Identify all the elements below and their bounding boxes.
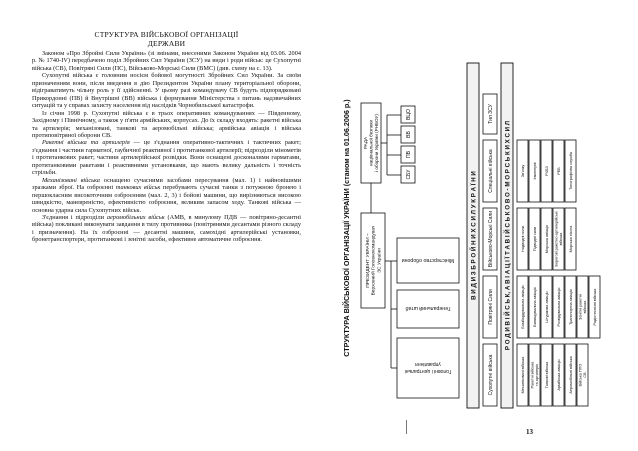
arm-air-3 (553, 276, 564, 338)
arm-land-5-label: СВ (583, 372, 588, 378)
branches-band (467, 63, 479, 408)
central-admin-label-2: управління (415, 361, 441, 367)
arm-special-3-label: РЕБ (556, 167, 561, 175)
org-chart-svg (319, 0, 638, 451)
arm-special-4-label: Топографічна служба (568, 152, 573, 190)
paragraph-6-pre: З'єднання і підрозділи (42, 213, 107, 221)
paragraph-5-text-b: перебувають сучасні танки з потужною бронею і першокласним високоточним озброєнням (мал. 2, 3) і бойові машини, що вирізняються високою швидкістю, маневреністю, ефективністю озброєння, великим запасом ходу. Танкові війська — основна ударна сила Сухопутних військ. (32, 184, 301, 214)
other-force-box-1 (401, 146, 415, 163)
arm-air-4 (565, 276, 576, 338)
arm-navy-3-label: Берегові ракетно-артилерійські (554, 211, 559, 267)
title-line-1: СТРУКТУРА ВІЙСЬКОВОЇ ОРГАНІЗАЦІЇ (94, 30, 239, 39)
paragraph-1: Законом «Про Збройні Сили України» (зі змінами, внесеними Законом України від 03.06. 2004 р. № 1740-IV) передбачено поділ Збройних Сил України (ЗСУ) на види і роди військ: це Сухопутні війська (СВ), Повітряні Сили (ПС), Військово-Морські Сили (ВМС) (див. схему на с. 13). (32, 50, 301, 72)
other-force-box-3-label: ВЦО (405, 109, 412, 120)
arm-air-2-label: Штурмова авіація (544, 291, 549, 323)
arms-band (501, 63, 513, 408)
arm-land-2 (541, 344, 552, 406)
other-force-box-3 (401, 106, 415, 123)
other-force-box-1-label: ПВ (405, 151, 412, 158)
branch-box-3-label: Спеціальні війська (487, 149, 494, 193)
general-staff-label: Генеральний штаб (405, 305, 451, 311)
president-box (361, 213, 385, 308)
rnbo-box (361, 103, 381, 183)
arm-air-1 (529, 276, 540, 338)
arm-air-2 (541, 276, 552, 338)
chart-rotated-group (342, 63, 600, 408)
other-force-box-0 (401, 166, 415, 183)
arm-air-3-label: Розвідувальна авіація (556, 287, 561, 327)
term-airmobile: аеромобільних військ (106, 213, 165, 221)
arm-navy-4 (565, 208, 576, 270)
document-title (32, 30, 301, 48)
arm-land-1 (529, 344, 540, 406)
paragraph-5 (32, 177, 301, 214)
arm-special-3 (553, 140, 564, 202)
president-box-label: ПРЕЗИДЕНТ УКРАЇНИ – (365, 233, 371, 288)
arm-land-3-label: Армійська авіація (556, 359, 561, 391)
arm-navy-2 (541, 208, 552, 270)
other-force-box-0-label: СБУ (405, 169, 412, 180)
org-chart (319, 0, 638, 451)
arm-special-4 (565, 140, 576, 202)
paragraph-3: Із січня 1998 р. Сухопутні війська є в трьох оперативних командуваннях — Південному, Західному і Північному, а також у п'яти армійських, корпусах. До їх складу входять: ракетні війська та артилерія; механізовані, танкові та аеромобільні війська; армійська авіація і війська протиповітряної оборони СВ. (32, 109, 301, 139)
paragraph-6 (32, 214, 301, 244)
arm-special-0-label: Зв'язку (520, 164, 525, 178)
arm-navy-3 (553, 208, 564, 270)
central-admin-box (397, 338, 459, 398)
central-admin-label-1: Головні і центральні (404, 368, 452, 374)
branch-box-3 (483, 140, 497, 202)
rnbo-box-label: і оборони України (РНБОУ) (374, 114, 380, 172)
term-tank: танкових військ (115, 184, 161, 192)
branches-band-label: В И Д И З Б Р О Й Н И Х С И Л У К Р А Ї Н И (470, 171, 478, 300)
branch-box-0-label: Сухопутні війська (487, 354, 494, 396)
paragraph-2: Сухопутні війська є головним носієм бойової могутності Збройних Сил України. За своїм призначенням вони, після введення в дію Президентом України плану територіальної оборони, відіграватимуть чільну роль у її здійсненні. У цьому разі командувачу СВ будуть підпорядковані Прикордонні (ПВ) й Внутрішні (ВВ) війська і формування Міністерства з питань надзвичайних ситуацій та у справах захисту населення від наслідків Чорнобильської катастрофи. (32, 72, 301, 110)
arm-air-5-label: Зенітні ракетні (578, 294, 583, 320)
term-mechanized: Механізовані війська (42, 176, 100, 184)
arm-special-2-label: РХБЗ (544, 166, 549, 176)
arm-air-0-label: Бомбардувальна авіація (520, 285, 525, 329)
arm-land-3 (553, 344, 564, 406)
arm-air-1-label: Винищувальна авіація (532, 287, 537, 327)
branch-box-1-label: Повітряні Сили (487, 289, 494, 325)
arm-land-5 (577, 344, 588, 406)
arm-air-6 (589, 276, 600, 338)
arm-land-4 (565, 344, 576, 406)
term-missile-artillery: Ракетні війська та артилерія (42, 139, 130, 147)
other-force-box-2-label: ВВ (405, 131, 412, 138)
arm-air-5-label: війська (583, 300, 588, 314)
right-page (319, 0, 638, 451)
rnbo-box-label: РАДА (363, 136, 369, 150)
other-force-box-2 (401, 126, 415, 143)
page-number: 13 (526, 428, 533, 436)
rnbo-box-label: національної безпеки (368, 120, 374, 166)
arm-navy-0-label: Надводні сили (520, 226, 525, 252)
branch-box-4-label: Тил ЗСУ (487, 104, 494, 124)
branch-box-0 (483, 344, 497, 406)
paragraph-5-text-a: оснащено сучасними засобами пересування (мал. 1) і найновішими зразками зброї. На озброєнні (32, 176, 301, 192)
branch-box-1 (483, 276, 497, 338)
arm-special-0 (517, 140, 528, 202)
arm-land-0 (517, 344, 528, 406)
president-box-label: Верховний Головнокомандувач (371, 225, 377, 296)
arm-special-1 (529, 140, 540, 202)
paragraph-4 (32, 139, 301, 176)
paragraph-6-text: (АМВ, в минулому ПДВ — повітряно-десантні війська) покликані виконувати завдання в тилу противника (повітряними десантами різного складу і призначення). На їх озброєнні — десантні машини, самохідні артилерійські установки, бронетранспортери, протитанкові і зенітні засоби, ефективне автоматичне озброєння. (32, 213, 301, 244)
arm-land-0-label: Механізовані війська (520, 356, 525, 394)
arm-air-4-label: Транспортна авіація (568, 289, 573, 325)
arm-navy-3-label: війська (559, 232, 564, 246)
arm-navy-4-label: Морська піхота (568, 225, 573, 253)
arm-navy-1 (529, 208, 540, 270)
central-admin-box-frame (397, 338, 459, 398)
arm-air-5 (577, 276, 588, 338)
arm-special-2 (541, 140, 552, 202)
gutter-mark (406, 420, 407, 434)
arm-air-0 (517, 276, 528, 338)
arms-band-label: Р О Д И В І Й С Ь К, А В І А Ц І Ї Т А В І Й С Ь К О В О - М О Р С Ь К И Х С И Л (504, 120, 512, 351)
arm-navy-0 (517, 208, 528, 270)
branch-box-2 (483, 208, 497, 270)
arm-land-1-label: Ракетні війська (530, 361, 535, 389)
paragraph-4-text: — це з'єднання оперативно-тактичних і тактичних ракет; з'єднання і частини гарматної, гаубичної реактивної і протитанкової артилерії; підрозділи мінометів і протитанкових ракет; частини артилерійської розвідки. Вони оснащені досконалими гарматами, протитанковими ракетами і реактивними установками, що мають велику дальність і точність стрільби. (32, 139, 301, 177)
arm-land-2-label: Танкові війська (544, 361, 549, 389)
chart-title: СТРУКТУРА ВІЙСЬКОВОЇ ОРГАНІЗАЦІЇ УКРАЇНИ (станом на 01.06.2006 р.) (342, 99, 351, 357)
arm-special-1-label: Інженерні (532, 162, 537, 180)
arm-air-6-label: Радіотехнічні війська (592, 288, 597, 326)
arm-navy-2-label: Морська авіація (544, 224, 549, 254)
president-box-label: ЗС України (377, 248, 383, 273)
branch-box-2-label: Військово-Морські Сили (487, 210, 494, 268)
arm-navy-1-label: Підводні сили (532, 226, 537, 252)
arm-land-4-label: Аеромобільні війська (568, 356, 573, 394)
ministry-label: Міністерство оборони (401, 257, 455, 263)
arm-land-1-label: та артилерія (535, 363, 540, 387)
title-line-2: ДЕРЖАВИ (147, 39, 186, 48)
arm-land-5-label: Війська ППО (578, 363, 583, 387)
branch-box-4 (483, 94, 497, 134)
